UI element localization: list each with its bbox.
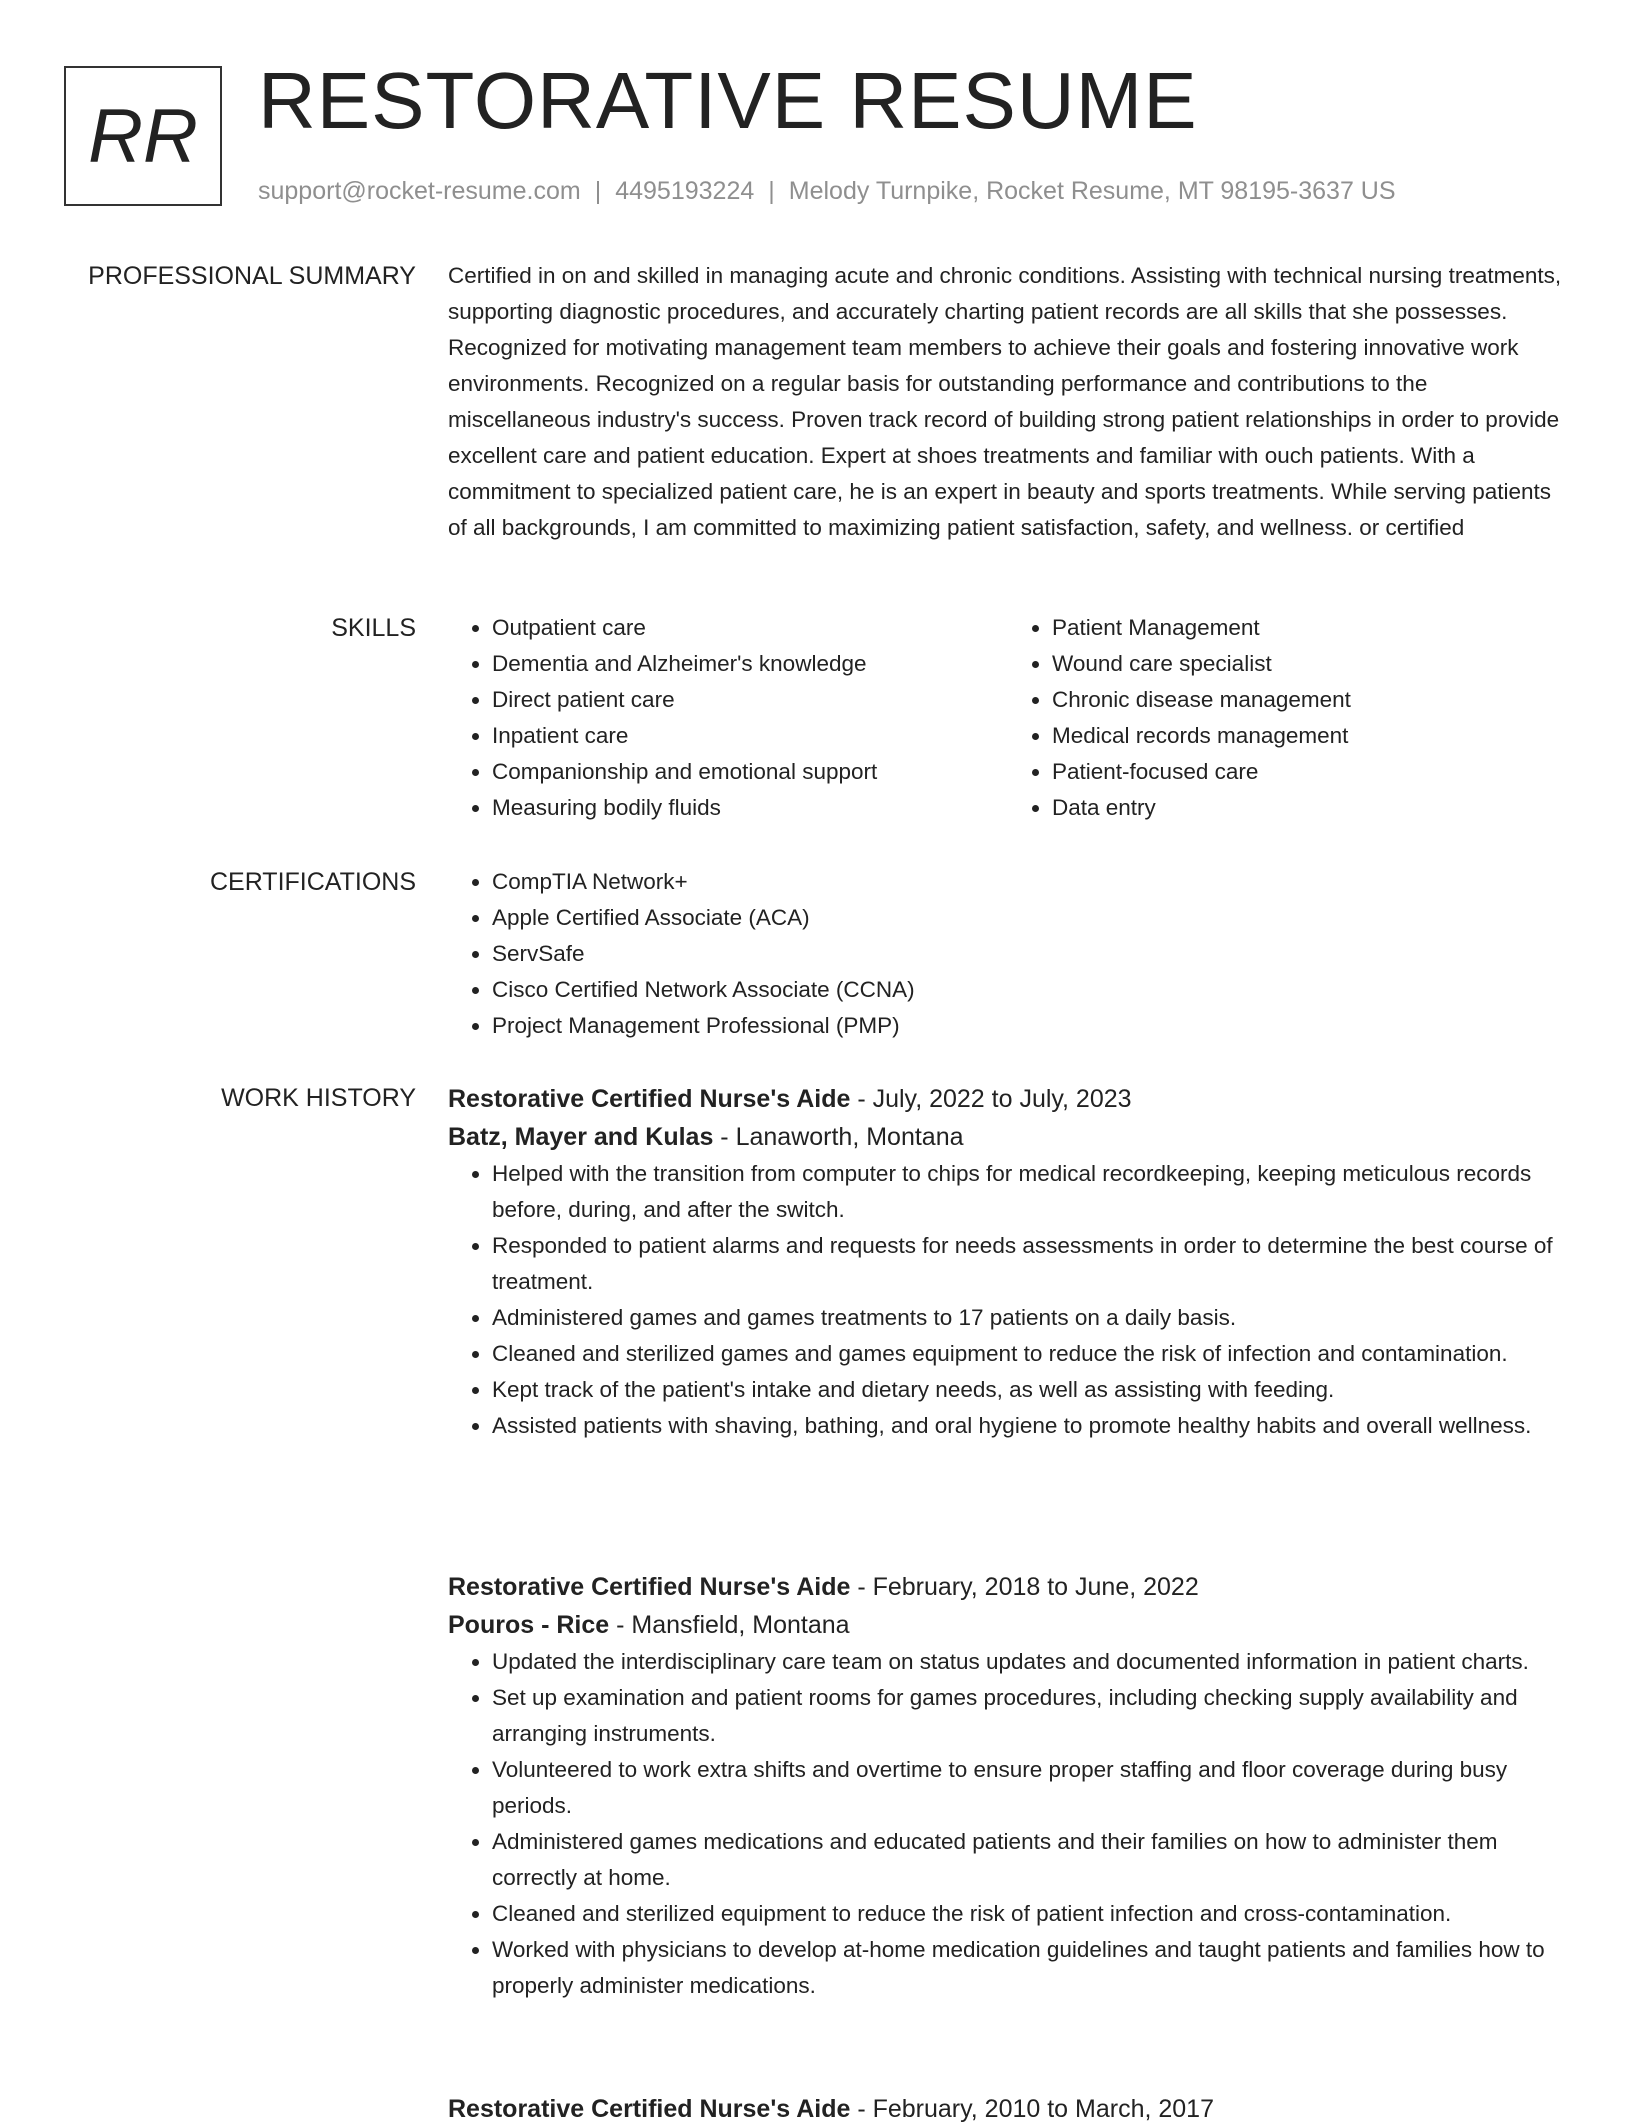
skill-item: • Patient-focused care [1052, 754, 1568, 790]
job-dates: - February, 2010 to March, 2017 [850, 2095, 1214, 2123]
skill-item: • Direct patient care [492, 682, 1008, 718]
contact-line [258, 174, 1396, 208]
job-role: Restorative Certified Nurse's Aide [448, 1085, 851, 1113]
job-bullet: • Administered games and games treatments to 17 patients on a daily basis. [492, 1300, 1568, 1336]
job-bullet: • Cleaned and sterilized games and games equipment to reduce the risk of infection and contamination. [492, 1336, 1568, 1372]
job-bullet: • Administered games medications and educated patients and their families on how to administer them correctly at home. [492, 1824, 1568, 1896]
job-bullets [448, 1644, 1568, 2004]
resume-name: RESTORATIVE RESUME [258, 56, 1198, 145]
job-title-line [448, 1568, 1568, 1606]
certification-item: • ServSafe [492, 936, 1568, 972]
job-bullet: • Set up examination and patient rooms for games procedures, including checking supply availability and arranging instruments. [492, 1680, 1568, 1752]
section-title-summary: PROFESSIONAL SUMMARY [88, 262, 416, 290]
skill-item: • Chronic disease management [1052, 682, 1568, 718]
skill-item: • Patient Management [1052, 610, 1568, 646]
certifications-list [448, 864, 1568, 1044]
certification-item: • CompTIA Network+ [492, 864, 1568, 900]
job-role: Restorative Certified Nurse's Aide [448, 1573, 851, 1601]
summary-text: Certified in on and skilled in managing acute and chronic conditions. Assisting with technical nursing treatments, supporting diagnostic procedures, and accurately charting patient records are all skills that she possesses. Recognized for motivating management team members to achieve their goals and fostering innovative work environments. Recognized on a regular basis for outstanding performance and contributions to the miscellaneous industry's success. Proven track record of building strong patient relationships in order to provide excellent care and patient education. Expert at shoes treatments and familiar with ouch patients. With a commitment to specialized patient care, he is an expert in beauty and sports treatments. While serving patients of all backgrounds, I am committed to maximizing patient satisfaction, safety, and wellness. or certified [448, 263, 1562, 540]
skill-item: • Data entry [1052, 790, 1568, 826]
job-bullet: • Volunteered to work extra shifts and overtime to ensure proper staffing and floor coverage during busy periods. [492, 1752, 1568, 1824]
job-location: - Lanaworth, Montana [713, 1123, 964, 1151]
job-company-line [448, 1118, 1568, 1156]
section-title-skills: SKILLS [331, 614, 416, 642]
skill-item: • Companionship and emotional support [492, 754, 1008, 790]
job-bullet: • Worked with physicians to develop at-home medication guidelines and taught patients and families how to properly administer medications. [492, 1932, 1568, 2004]
job-bullet: • Helped with the transition from computer to chips for medical recordkeeping, keeping meticulous records before, during, and after the switch. [492, 1156, 1568, 1228]
job-title-line [448, 2090, 1568, 2128]
job-dates: - February, 2018 to June, 2022 [850, 1573, 1199, 1601]
job-bullet: • Responded to patient alarms and requests for needs assessments in order to determine the best course of treatment. [492, 1228, 1568, 1300]
contact-phone: 4495193224 [615, 177, 755, 205]
job-bullet: • Cleaned and sterilized equipment to reduce the risk of patient infection and cross-contamination. [492, 1896, 1568, 1932]
skills-list-right [1008, 610, 1568, 826]
monogram-logo: RR [64, 66, 222, 206]
job-bullet: • Updated the interdisciplinary care team on status updates and documented information in patient charts. [492, 1644, 1568, 1680]
skill-item: • Measuring bodily fluids [492, 790, 1008, 826]
job-bullets [448, 1156, 1568, 1444]
contact-email: support@rocket-resume.com [258, 177, 581, 205]
skill-item: • Outpatient care [492, 610, 1008, 646]
skills-list-left [448, 610, 1008, 826]
skill-item: • Inpatient care [492, 718, 1008, 754]
contact-separator: | [594, 177, 602, 205]
job-title-line [448, 1080, 1568, 1118]
contact-address: Melody Turnpike, Rocket Resume, MT 98195-3637 US [788, 177, 1396, 205]
section-title-certifications: CERTIFICATIONS [209, 868, 416, 896]
job-company: Batz, Mayer and Kulas [448, 1123, 714, 1151]
job-role: Restorative Certified Nurse's Aide [448, 2095, 851, 2123]
skill-item: • Dementia and Alzheimer's knowledge [492, 646, 1008, 682]
job-bullet: • Kept track of the patient's intake and dietary needs, as well as assisting with feeding. [492, 1372, 1568, 1408]
job-entry [448, 1568, 1568, 2004]
job-company: Pouros - Rice [448, 1611, 610, 1639]
certification-item: • Cisco Certified Network Associate (CCNA) [492, 972, 1568, 1008]
job-location: - Mansfield, Montana [609, 1611, 850, 1639]
job-entry [448, 1080, 1568, 1444]
contact-separator: | [768, 177, 775, 205]
skill-item: • Wound care specialist [1052, 646, 1568, 682]
job-company-line [448, 1606, 1568, 1644]
section-title-work-history: WORK HISTORY [221, 1084, 416, 1112]
skill-item: • Medical records management [1052, 718, 1568, 754]
certification-item: • Apple Certified Associate (ACA) [492, 900, 1568, 936]
job-bullet: • Assisted patients with shaving, bathing, and oral hygiene to promote healthy habits and overall wellness. [492, 1408, 1568, 1444]
job-dates: - July, 2022 to July, 2023 [850, 1085, 1132, 1113]
certification-item: • Project Management Professional (PMP) [492, 1008, 1568, 1044]
